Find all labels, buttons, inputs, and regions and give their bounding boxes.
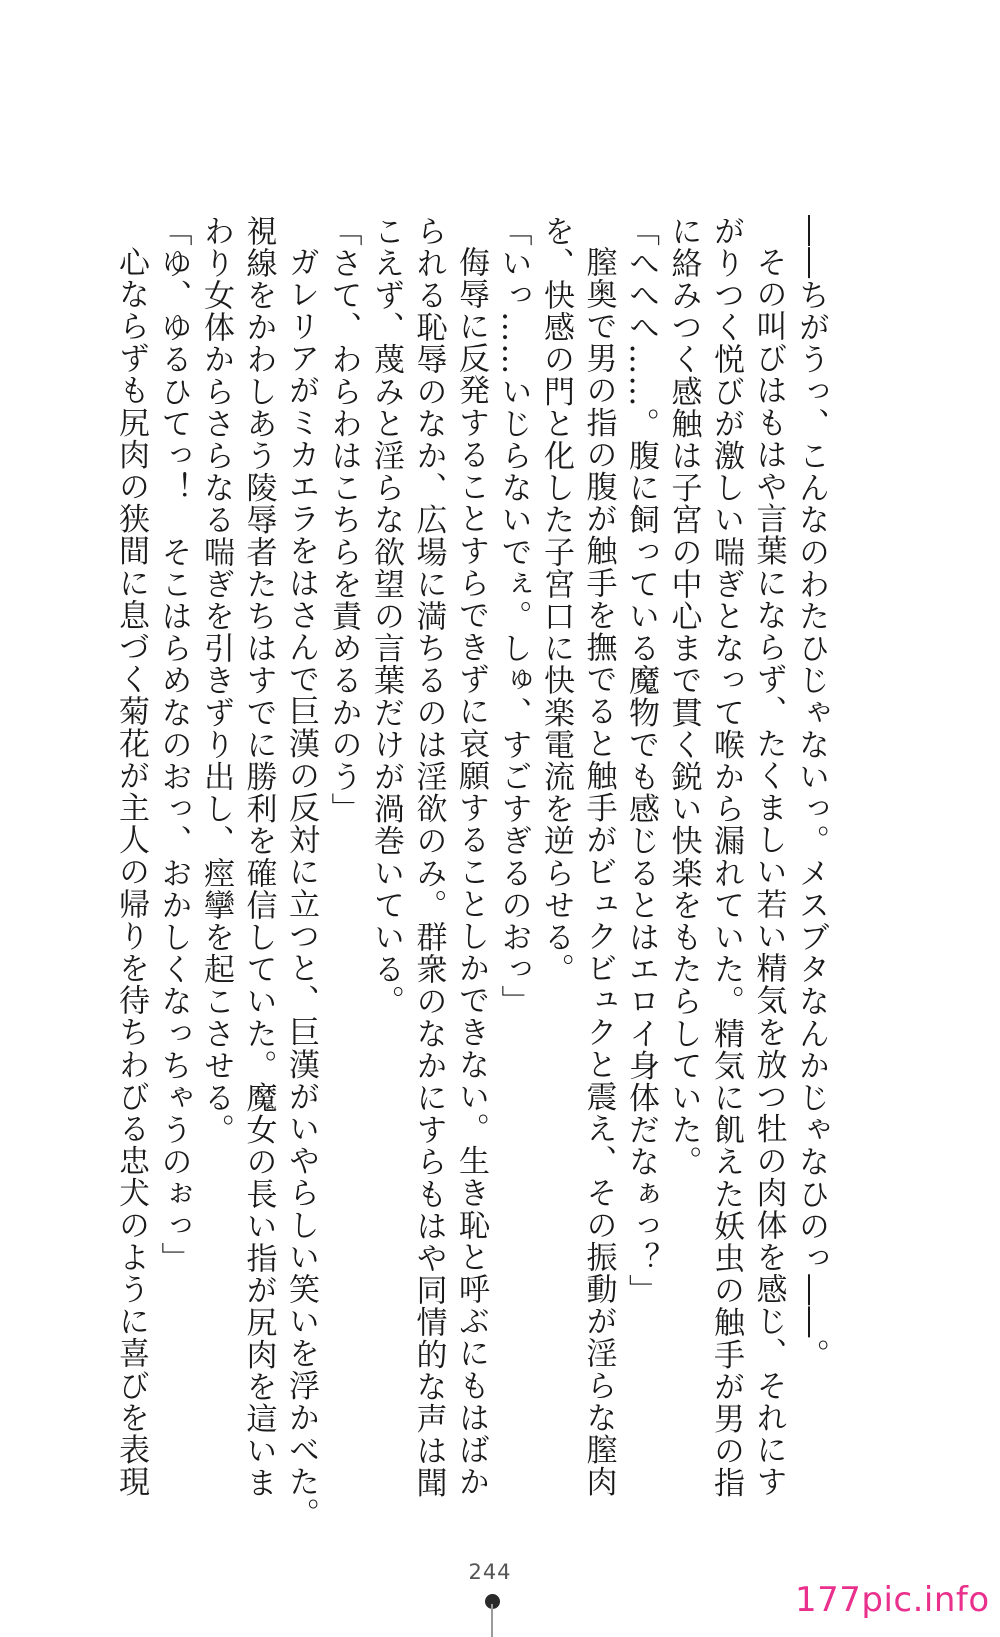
text-line: を、快感の門と化した子宮口に快楽電流を逆らせる。 <box>538 215 574 986</box>
text-line: ガレリアがミカエラをはさんで巨漢の反対に立つと、巨漢がいやらしい笑いを浮かべた。 <box>283 246 319 1530</box>
text-line: に絡みつく感触は子宮の中心まで貫く鋭い快楽をもたらしていた。 <box>665 215 702 1178</box>
page-marker-line <box>491 1604 493 1637</box>
text-line: こえず、蔑みと淫らな欲望の言葉だけが渦巻いている。 <box>368 215 404 1018</box>
text-line: 心ならずも尻肉の狭間に息づく菊花が主人の帰りを待ちわびる忠犬のように喜びを表現 <box>113 246 149 1498</box>
text-line: 「ゆ、ゆるひてっ！ そこはらめなのおっ、おかしくなっちゃうのぉっ」 <box>155 215 192 1275</box>
text-line: られる恥辱のなか、広場に満ちるのは淫欲のみ。群衆のなかにすらもはや同情的な声は聞 <box>410 215 447 1499</box>
text-line: 「いっ……いじらないでぇ。しゅ、すごすぎるのおっ」 <box>495 215 532 1018</box>
watermark: 177pic.info <box>795 1580 990 1620</box>
text-line: 侮辱に反発することすらできずに哀願することしかできない。生き恥と呼ぶにもはばか <box>453 246 489 1498</box>
text-line: 「さて、わらわはこちらを責めるかのう」 <box>325 215 362 825</box>
text-line: 「へへへ……。腹に飼っている魔物でも感じるとはエロイ身体だなぁっ？」 <box>623 215 659 1307</box>
body-text <box>113 215 832 1530</box>
text-line: 膣奥で男の指の腹が触手を撫でると触手がビュクビュクと震え、その振動が淫らな膣肉 <box>580 246 617 1498</box>
text-line: その叫びはもはや言葉にならず、たくましい若い精気を放つ牡の肉体を感じ、それにす <box>750 246 787 1498</box>
text-line: 視線をかわしあう陵辱者たちはすでに勝利を確信していた。魔女の長い指が尻肉を這いま <box>240 215 277 1499</box>
text-line: がりつく悦びが激しい喘ぎとなって喉から漏れていた。精気に飢えた妖虫の触手が男の指 <box>708 215 744 1499</box>
page-number: 244 <box>468 1560 512 1584</box>
text-line: ――ちがうっ、こんなのわたひじゃないっ。メスブタなんかじゃなひのっ――。 <box>793 215 829 1371</box>
text-line: わり女体からさらなる喘ぎを引きずり出し、痙攣を起こさせる。 <box>198 215 234 1146</box>
